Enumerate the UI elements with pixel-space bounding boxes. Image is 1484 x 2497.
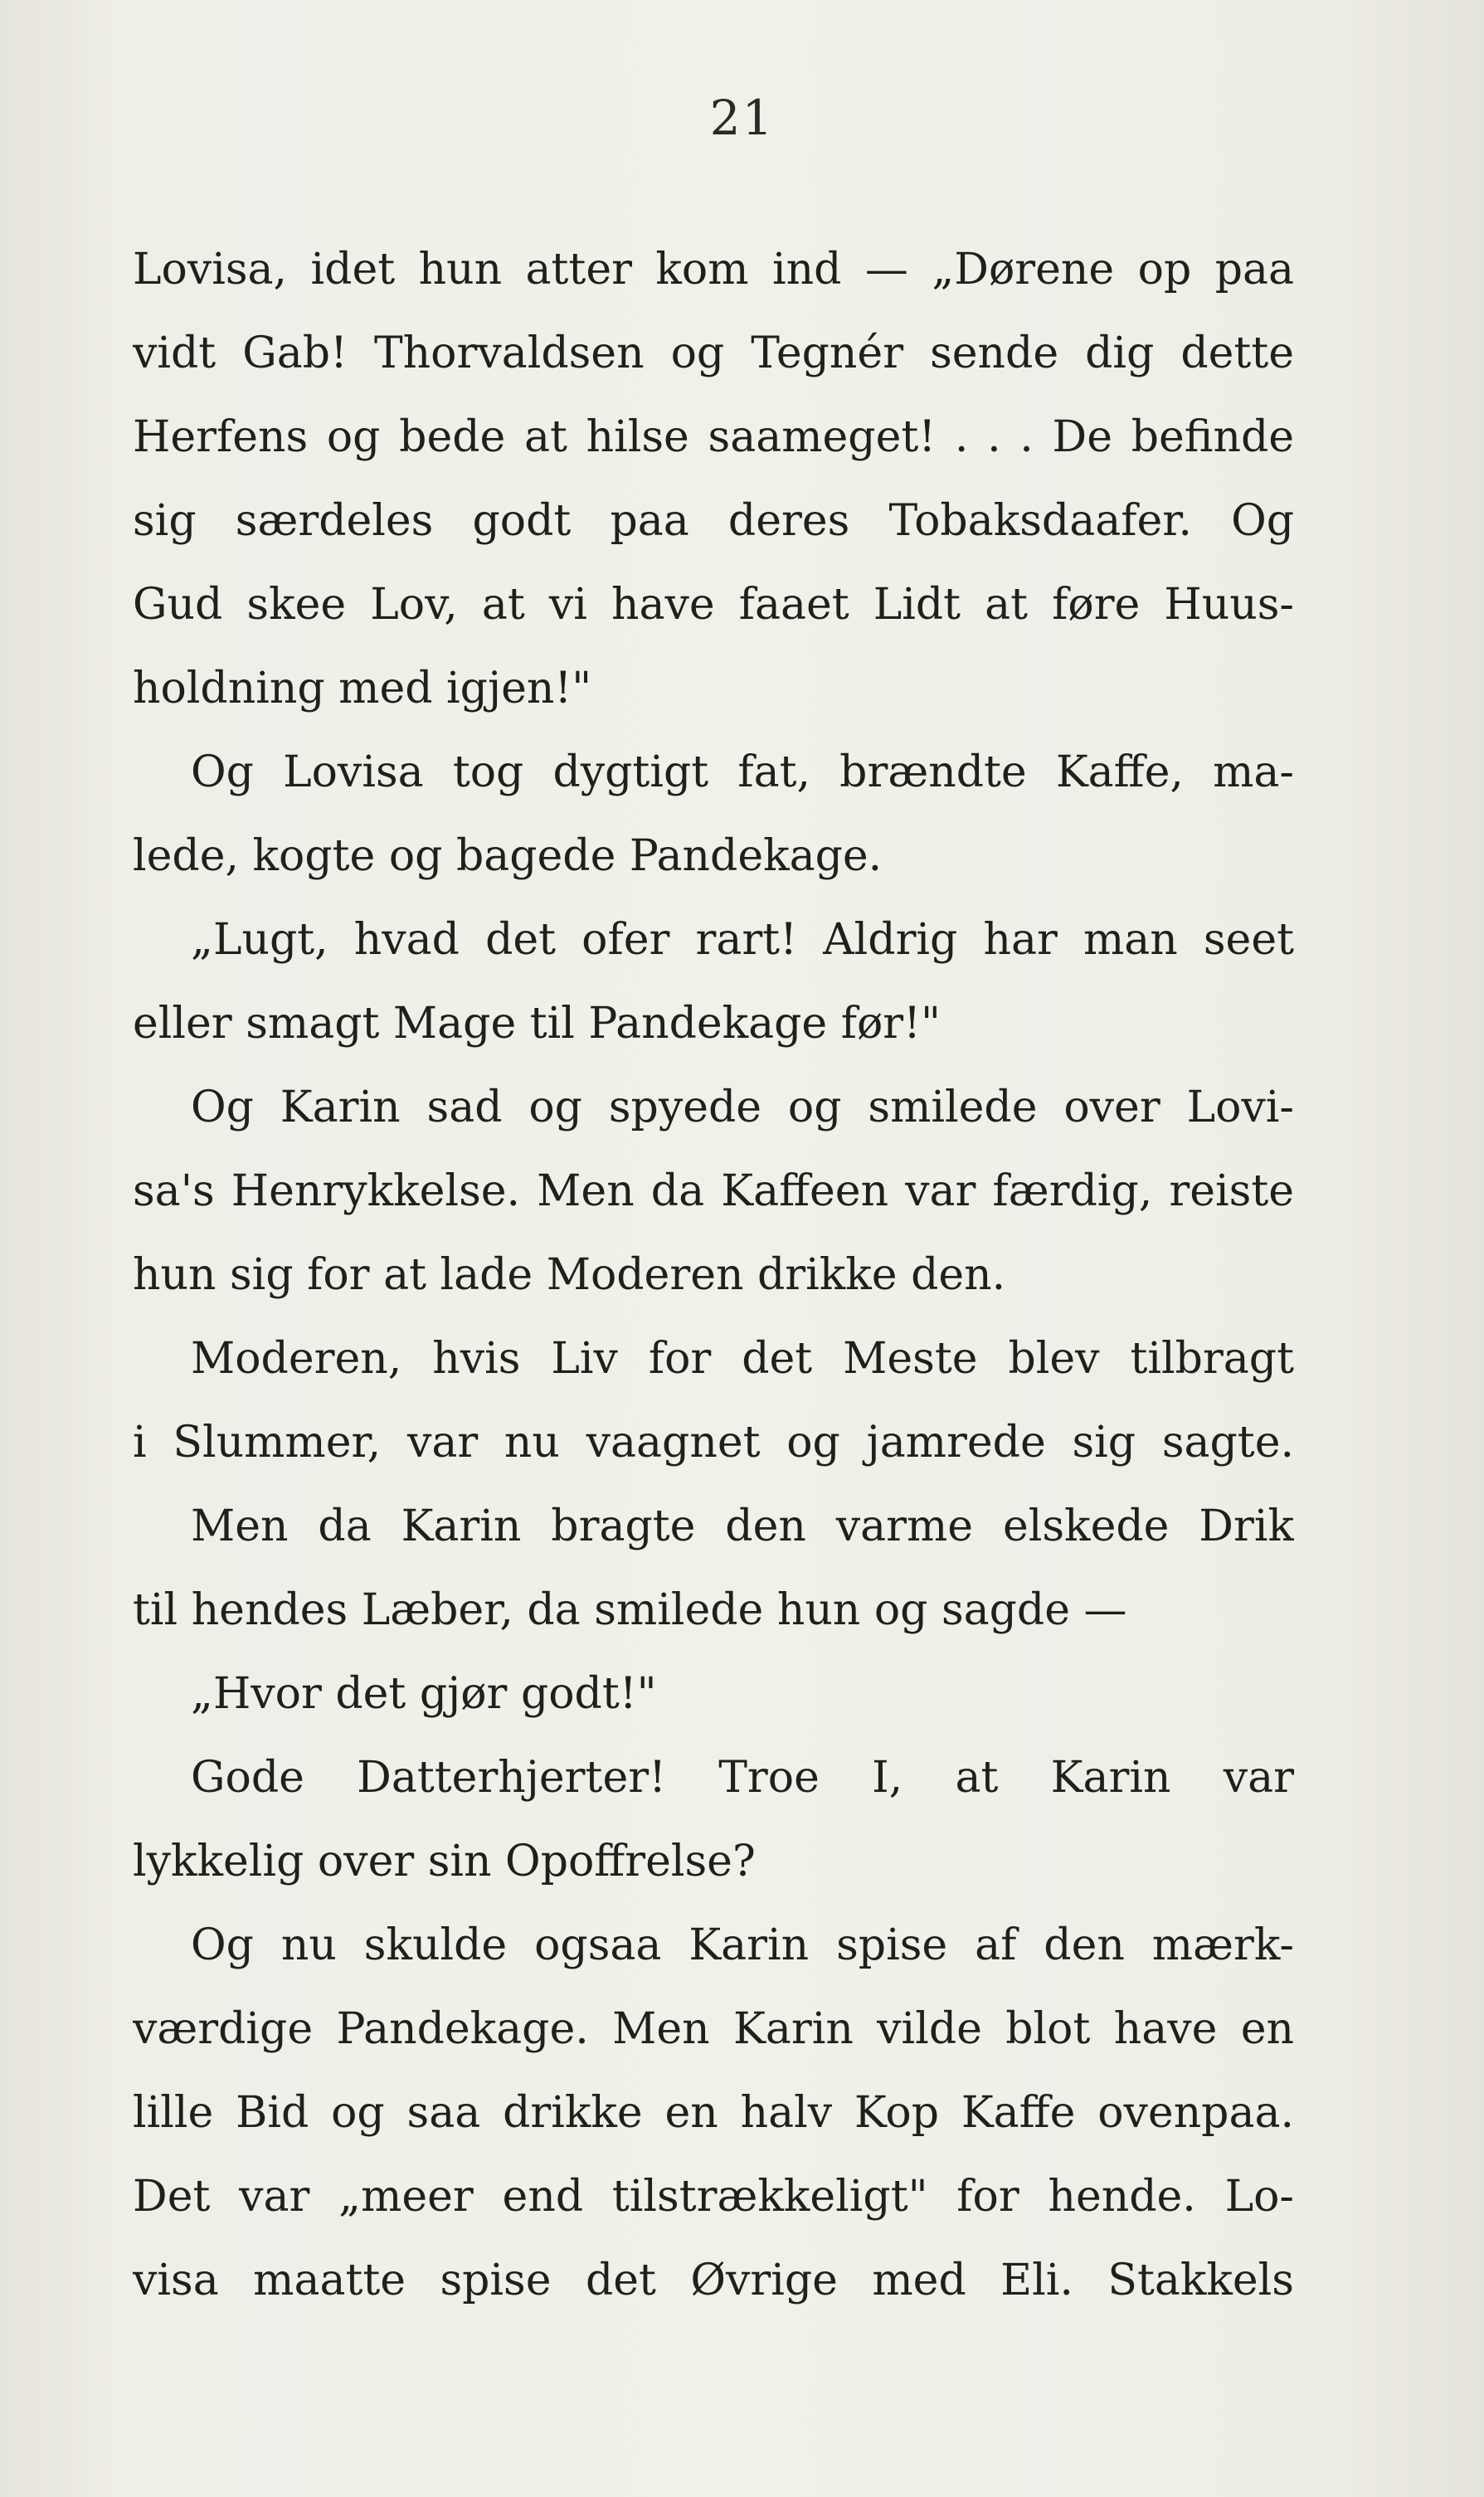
text-line: hun sig for at lade Moderen drikke den. — [133, 1250, 1006, 1300]
text-line: i Slummer, var nu vaagnet og jamrede sig sagte. — [133, 1418, 1294, 1468]
text-line: Og nu skulde ogsaa Karin spise af den mærk- — [191, 1920, 1294, 1970]
text-line: Men da Karin bragte den varme elskede Drik — [191, 1502, 1294, 1551]
text-line: lykkelig over sin Opoffrelse? — [133, 1837, 756, 1886]
page-number: 21 — [709, 90, 775, 146]
text-line: „Lugt, hvad det ofer rart! Aldrig har man seet — [191, 915, 1294, 965]
text-line: værdige Pandekage. Men Karin vilde blot have en — [133, 2004, 1294, 2054]
text-line: Gud skee Lov, at vi have faaet Lidt at føre Huus- — [133, 580, 1294, 630]
text-line: holdning med igjen!" — [133, 664, 592, 713]
text-line: Lovisa, idet hun atter kom ind — „Dørene op paa — [133, 245, 1294, 294]
text-line: til hendes Læber, da smilede hun og sagde — — [133, 1585, 1127, 1635]
text-line: sa's Henrykkelse. Men da Kaffeen var færdig, reiste — [133, 1166, 1294, 1216]
text-line: lille Bid og saa drikke en halv Kop Kaffe ovenpaa. — [133, 2088, 1294, 2138]
text-line: Herfens og bede at hilse saameget! . . . De befinde — [133, 412, 1294, 462]
text-line: Og Karin sad og spyede og smilede over Lovi- — [191, 1083, 1294, 1132]
text-line: vidt Gab! Thorvaldsen og Tegnér sende dig dette — [133, 329, 1294, 378]
text-line: Moderen, hvis Liv for det Meste blev tilbragt — [191, 1334, 1294, 1384]
body-text — [133, 228, 1294, 2323]
text-line: visa maatte spise det Øvrige med Eli. Stakkels — [133, 2256, 1294, 2305]
text-line: „Hvor det gjør godt!" — [191, 1669, 657, 1719]
text-line: sig særdeles godt paa deres Tobaksdaafer. Og — [133, 496, 1294, 546]
text-line: Gode Datterhjerter! Troe I, at Karin var — [191, 1753, 1294, 1803]
text-line: eller smagt Mage til Pandekage før!" — [133, 999, 941, 1049]
text-line: Og Lovisa tog dygtigt fat, brændte Kaffe, ma- — [191, 747, 1294, 797]
text-line: Det var „meer end tilstrækkeligt" for hende. Lo- — [133, 2172, 1294, 2222]
text-line: lede, kogte og bagede Pandekage. — [133, 831, 883, 881]
